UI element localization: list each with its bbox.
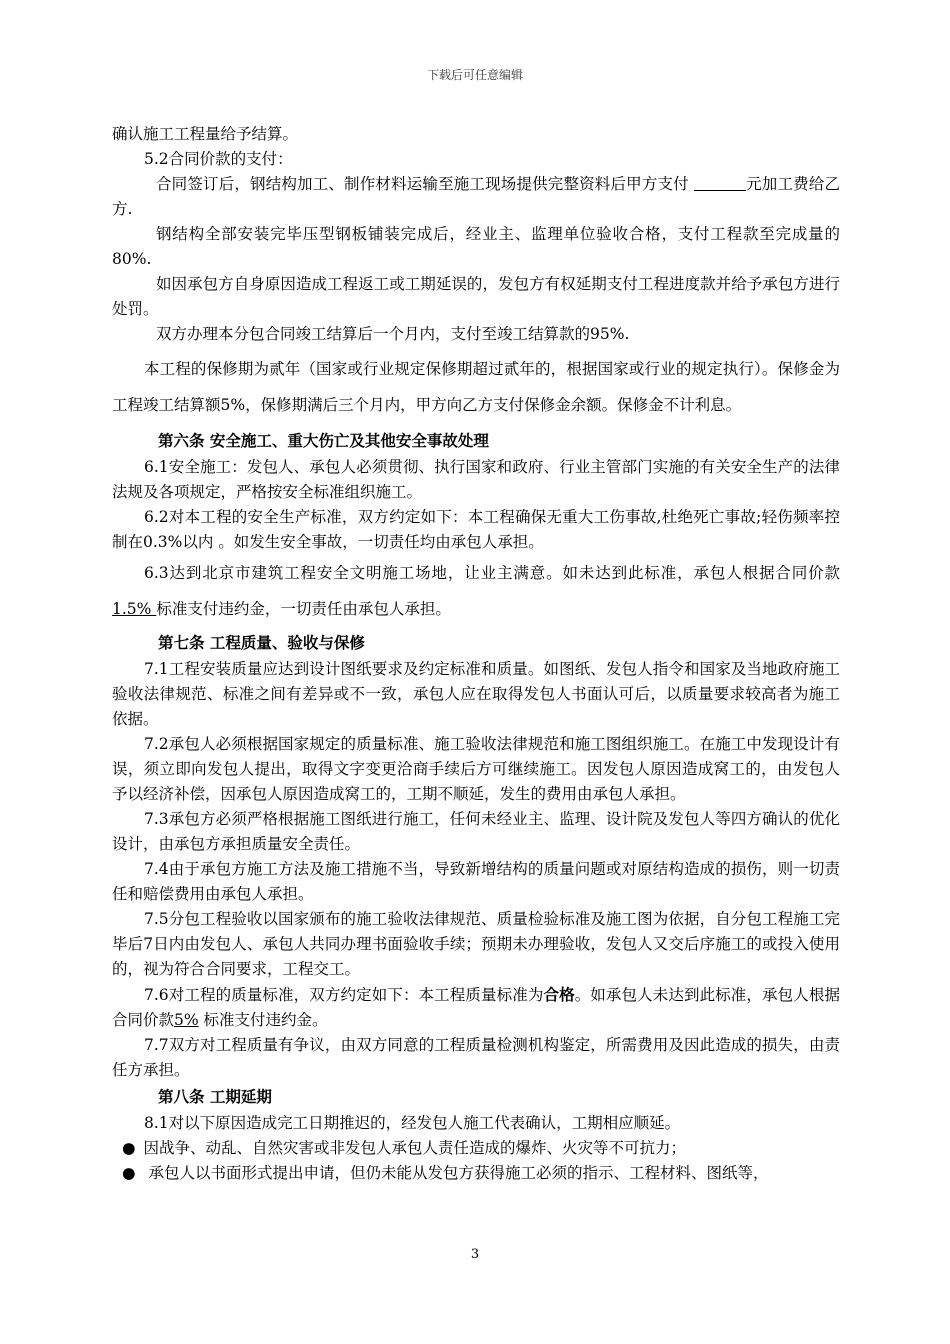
clause-6-3: 6.3达到北京市建筑工程安全文明施工场地，让业主满意。如未达到此标准，承包人根据合同价款 1.5% 标准支付违约金，一切责任由承包人承担。: [112, 564, 840, 618]
section-6-title: 第六条 安全施工、重大伤亡及其他安全事故处理: [158, 431, 489, 450]
penalty-rate: 1.5%: [112, 600, 157, 618]
page-number: 3: [470, 1247, 480, 1262]
clause-6-2: 6.2对本工程的安全生产标准，双方约定如下：本工程确保无重大工伤事故,杜绝死亡事故;轻伤频率控制在0.3%以内 。如发生安全事故，一切责任均由承包人承担。: [112, 508, 840, 551]
clause-8-1: 8.1对以下原因造成完工日期推迟的，经发包人施工代表确认，工期相应顺延。: [144, 1114, 681, 1132]
quality-standard: 合格: [543, 985, 575, 1004]
bullet-item: ● 承包人以书面形式提出申请，但仍未能从发包方获得施工必须的指示、工程材料、图纸等，: [112, 1161, 840, 1186]
bullet-item: ● 因战争、动乱、自然灾害或非发包人承包人责任造成的爆炸、火灾等不可抗力；: [112, 1136, 840, 1161]
payment-paragraph-3: 如因承包方自身原因造成工程返工或工期延误的，发包方有权延期支付工程进度款并给予承包方进行处罚。: [112, 275, 840, 318]
clause-7-7: 7.7双方对工程质量有争议，由双方同意的工程质量检测机构鉴定，所需费用及因此造成的损失，由责任方承担。: [112, 1036, 840, 1079]
penalty-rate: 5%: [174, 1011, 199, 1029]
clause-7-6: 7.6对工程的质量标准，双方约定如下：本工程质量标准为合格。如承包人未达到此标准，承包人根据合同价款5% 标准支付违约金。: [112, 985, 840, 1029]
bullet-icon: ●: [122, 1164, 136, 1182]
bullet-icon: ●: [122, 1139, 136, 1157]
clause-5-2: 5.2合同价款的支付：: [144, 150, 293, 168]
payment-paragraph-2: 钢结构全部安装完毕压型钢板铺装完成后，经业主、监理单位验收合格，支付工程款至完成量的80%.: [112, 225, 840, 268]
section-7-title: 第七条 工程质量、验收与保修: [158, 633, 365, 652]
document-body: [112, 122, 840, 1186]
clause-7-3: 7.3承包方必须严格根据施工图纸进行施工，任何未经业主、监理、设计院及发包人等四方确认的优化设计，由承包方承担质量安全责任。: [112, 810, 840, 853]
clause-7-5: 7.5分包工程验收以国家颁布的施工验收法律规范、质量检验标准及施工图为依据，自分包工程施工完毕后7日内由发包人、承包人共同办理书面验收手续；预期未办理验收，发包人又交后序施工的或投入使用的，视为符合合同要求，工程交工。: [112, 910, 840, 978]
warranty-paragraph: 本工程的保修期为贰年（国家或行业规定保修期超过贰年的，根据国家或行业的规定执行）。保修金为工程竣工结算额5%，保修期满后三个月内，甲方向乙方支付保修金余额。保修金不计利息。: [112, 360, 840, 414]
amount-blank: [694, 175, 746, 191]
clause-6-1: 6.1安全施工：发包人、承包人必须贯彻、执行国家和政府、行业主管部门实施的有关安全生产的法律法规及各项规定，严格按安全标准组织施工。: [112, 458, 840, 501]
payment-paragraph-4: 双方办理本分包合同竣工结算后一个月内，支付至竣工结算款的95%.: [156, 325, 630, 343]
section-8-title: 第八条 工期延期: [158, 1087, 272, 1106]
clause-7-1: 7.1工程安装质量应达到设计图纸要求及约定标准和质量。如图纸、发包人指令和国家及当地政府施工验收法律规范、标准之间有差异或不一致，承包人应在取得发包人书面认可后，以质量要求较高者为施工依据。: [112, 660, 840, 728]
payment-paragraph-1: 合同签订后，钢结构加工、制作材料运输至施工现场提供完整资料后甲方支付 元加工费给乙方.: [112, 175, 840, 218]
clause-7-4: 7.4由于承包方施工方法及施工措施不当，导致新增结构的质量问题或对原结构造成的损伤，则一切责任和赔偿费用由承包人承担。: [112, 860, 840, 903]
page-header: 下载后可任意编辑: [426, 68, 523, 82]
clause-7-2: 7.2承包人必须根据国家规定的质量标准、施工验收法律规范和施工图组织施工。在施工中发现设计有误，须立即向发包人提出，取得文字变更洽商手续后方可继续施工。因发包人原因造成窝工的，由发包人予以经济补偿，因承包人原因造成窝工的，工期不顺延，发生的费用由承包人承担。: [112, 735, 840, 803]
paragraph: 确认施工工程量给予结算。: [112, 125, 299, 143]
